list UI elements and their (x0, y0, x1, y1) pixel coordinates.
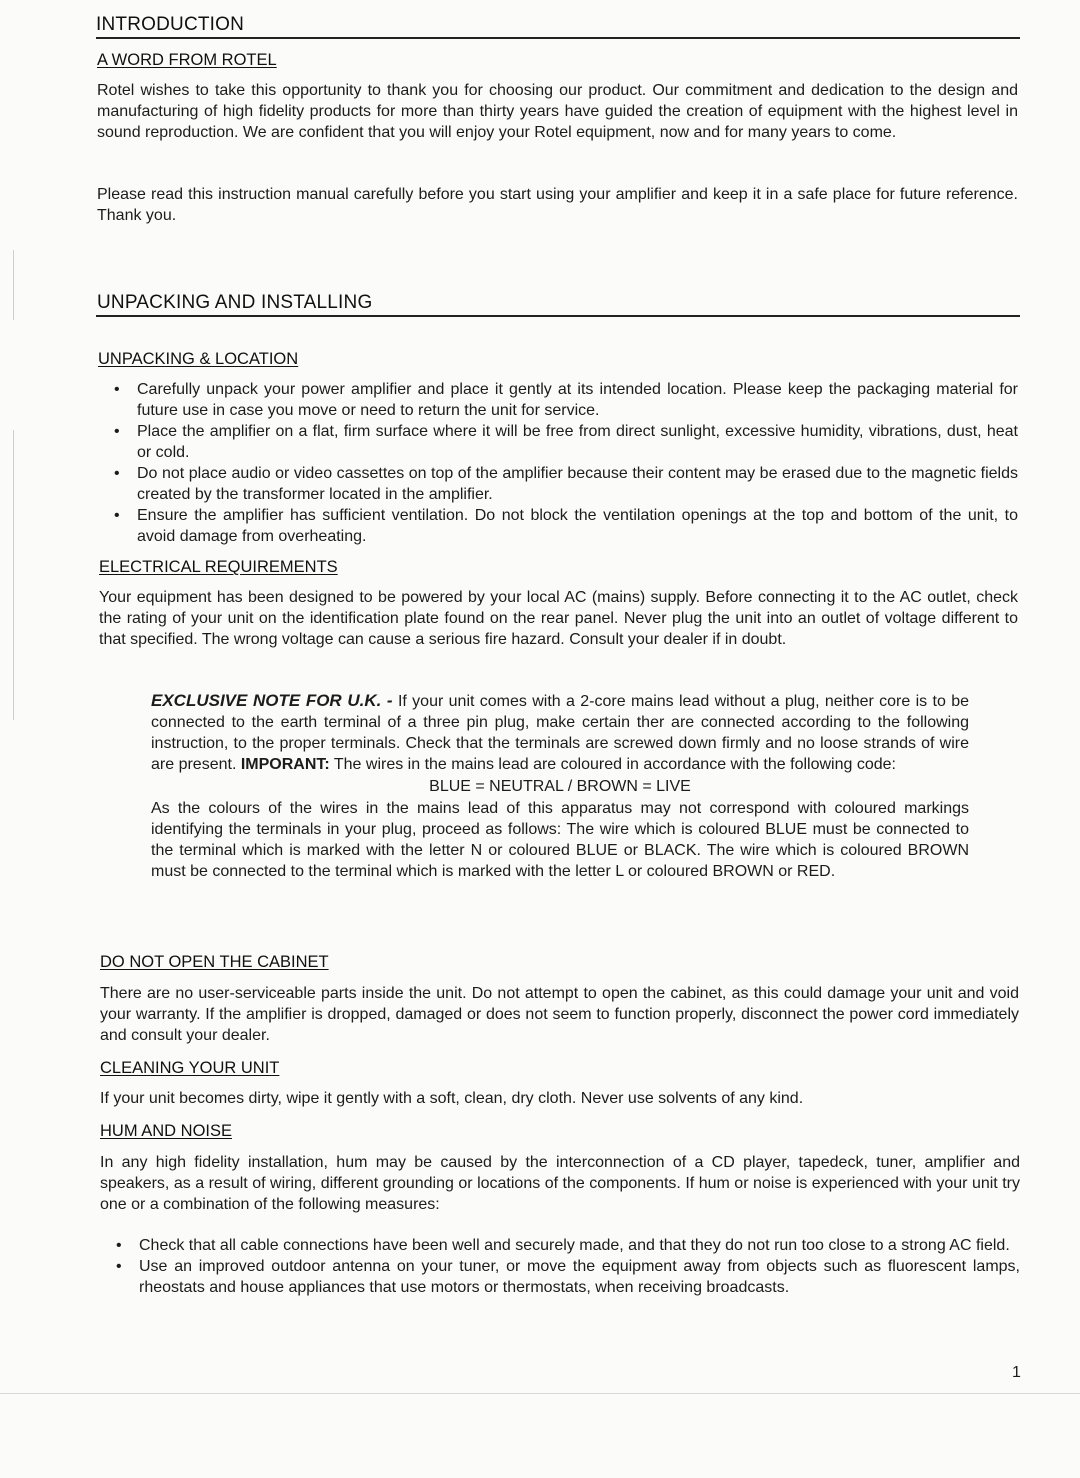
hum-bullet-list (99, 1235, 1020, 1298)
page-number: 1 (1012, 1364, 1021, 1381)
list-item: • Use an improved outdoor antenna on your tuner, or move the equipment away from objects such as fluorescent lamps, rheostats and house appliances that use motors or thermostats, when receiving broadcasts. (116, 1258, 1020, 1296)
subheading-hum-and-noise: HUM AND NOISE (100, 1122, 233, 1140)
cleaning-paragraph: If your unit becomes dirty, wipe it gently with a soft, clean, dry cloth. Never use solvents of any kind. (100, 1090, 804, 1107)
list-item: • Ensure the amplifier has sufficient ventilation. Do not block the ventilation openings at the top and bottom of the unit, to avoid damage from overheating. (114, 507, 1018, 545)
electrical-paragraph: Your equipment has been designed to be powered by your local AC (mains) supply. Before connecting it to the AC outlet, check the rating of your unit on the identification plate found on the rear panel. Never plug the unit into an outlet of voltage different to that specified. The wrong voltage can cause a serious fire hazard. Consult your dealer if in doubt. (99, 589, 1018, 648)
list-item: • Do not place audio or video cassettes on top of the amplifier because their content may be erased due to the magnetic fields created by the transformer located in the amplifier. (114, 465, 1018, 503)
list-item: • Check that all cable connections have been well and securely made, and that they do not run too close to a strong AC field. (116, 1237, 1010, 1254)
hum-paragraph: In any high fidelity installation, hum may be caused by the interconnection of a CD player, tapedeck, tuner, amplifier and speakers, as a result of wiring, different grounding or locations of the components. If hum or noise is experienced with your unit try one or a combination of the following measures: (100, 1154, 1020, 1213)
subheading-unpacking-location: UNPACKING & LOCATION (98, 350, 299, 368)
section-title-unpacking: UNPACKING AND INSTALLING (97, 292, 373, 313)
subheading-cleaning: CLEANING YOUR UNIT (100, 1059, 280, 1077)
intro-paragraph-2: Please read this instruction manual carefully before you start using your amplifier and keep it in a safe place for future reference. Thank you. (97, 186, 1018, 224)
section-title-introduction: INTRODUCTION (96, 14, 245, 35)
subheading-electrical-requirements: ELECTRICAL REQUIREMENTS (99, 558, 338, 576)
uk-note-title: EXCLUSIVE NOTE FOR U.K. - (151, 691, 393, 710)
list-item: • Place the amplifier on a flat, firm surface where it will be free from direct sunlight, excessive humidity, vibrations, dust, heat or cold. (114, 423, 1018, 461)
important-label: IMPORANT: (240, 756, 330, 773)
scan-artifact (13, 250, 14, 320)
subheading-word-from-rotel: A WORD FROM ROTEL (97, 51, 277, 69)
cabinet-paragraph: There are no user-serviceable parts inside the unit. Do not attempt to open the cabinet, as this could damage your unit and void your warranty. If the amplifier is dropped, damaged or does not seem to function properly, disconnect the power cord immediately and consult your dealer. (100, 985, 1019, 1044)
uk-note-paragraph: EXCLUSIVE NOTE FOR U.K. - If your unit comes with a 2-core mains lead without a plug, neither core is to be connected to the earth terminal of a three pin plug, make certain ther are connected according to the following instruction, to the proper terminals. Check that the terminals are screwed down firmly and no loose strands of wire are present. IMPORANT: The wires in the mains lead are coloured in accordance with the following code: (151, 691, 969, 773)
list-item: • Carefully unpack your power amplifier and place it gently at its intended location. Please keep the packaging material for future use in case you move or need to return the unit for service. (114, 381, 1018, 419)
page-edge-divider (0, 1393, 1080, 1394)
location-bullet-list (97, 379, 1018, 547)
section-rule (96, 37, 1020, 39)
wire-code-line: BLUE = NEUTRAL / BROWN = LIVE (429, 778, 691, 795)
section-rule (96, 315, 1020, 317)
intro-paragraph-1: Rotel wishes to take this opportunity to thank you for choosing our product. Our commitment and dedication to the design and manufacturing of high fidelity products for more than thirty years have guided the creation of equipment with the highest level in sound reproduction. We are confident that you will enjoy your Rotel equipment, now and for many years to come. (97, 82, 1018, 141)
scan-artifact (13, 430, 14, 720)
subheading-do-not-open: DO NOT OPEN THE CABINET (100, 953, 329, 971)
uk-note-paragraph-2: As the colours of the wires in the mains lead of this apparatus may not correspond with coloured markings identifying the terminals in your plug, proceed as follows: The wire which is coloured BLUE must be connected to the terminal which is marked with the letter N or coloured BLUE or BLACK. The wire which is coloured BROWN must be connected to the terminal which is marked with the letter L or coloured BROWN or RED. (151, 800, 969, 880)
uk-note-block (151, 690, 969, 882)
